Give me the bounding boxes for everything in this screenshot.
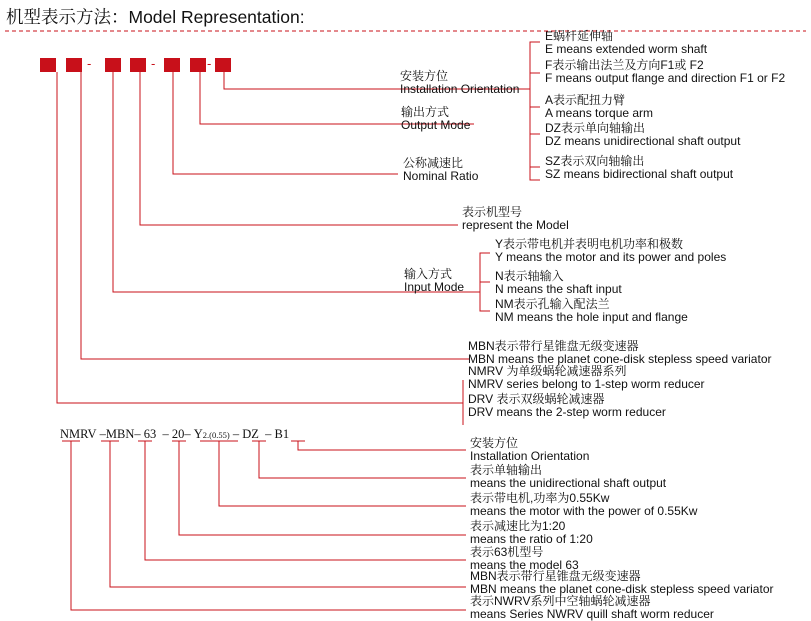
ex-label-install: 安装方位 Installation Orientation — [470, 436, 590, 463]
label-drv: DRV 表示双级蜗轮减速器 DRV means the 2-step worm reducer — [468, 392, 666, 419]
ex-b1-leader — [298, 441, 466, 450]
code-y-sub: 2.(0.55) — [202, 430, 230, 440]
label-dz: DZ表示单向轴输出 DZ means unidirectional shaft output — [545, 121, 741, 148]
ex-label-motor: 表示带电机,功率为0.55Kw means the motor with the power of 0.55Kw — [470, 491, 698, 518]
ex-label-mbn: MBN表示带行星锥盘无级变速器 MBN means the planet cone-disk stepless speed variator — [470, 569, 774, 596]
code-box-ratio — [164, 58, 180, 72]
label-input-mode: 输入方式 Input Mode — [404, 267, 465, 294]
label-output-mode: 输出方式 Output Mode — [401, 105, 471, 132]
ex-ratio-leader — [179, 441, 466, 535]
ex-label-model: 表示63机型号 means the model 63 — [470, 545, 579, 572]
code-box-mbn — [66, 58, 82, 72]
label-n-shaft: N表示轴输入 N means the shaft input — [495, 269, 622, 296]
ratio-leader — [173, 72, 398, 174]
ex-model-leader — [145, 441, 466, 560]
label-install-orientation: 安装方位 Installation Orientation — [400, 69, 520, 96]
label-nmrv-series: NMRV 为单级蜗轮减速器系列 NMRV series belong to 1-step worm reducer — [468, 364, 705, 391]
label-nominal-ratio: 公称减速比 Nominal Ratio — [403, 156, 479, 183]
model-representation-diagram: 机型表示方法：Model Representation: - - - E蜗杆延伸轴 E means extended worm shaft F表示输出法兰及方向F1或 F2 F means output flange and direction F1 or F2 A表示配扭力臂 A means torque arm DZ表示单向轴输出 DZ means unidirectional shaft output SZ表示双向轴输出 SZ means bidirectional shaft output 安装方位 Installation Orientation 输出方式 Output Mode 公称减速比 Nominal Ratio 表示机型号 represent the Model 输入方式 Input Mode Y表示带电机并表明电机功率和极数 Y means the motor and its power and poles N表示轴输入 N means the shaft input NM表示孔输入配法兰 NM means the hole input and flange MBN表示带行星锥盘无级变速器 MBN means the planet cone-disk stepless speed variator NMRV 为单级蜗轮减速器系列 NMRV series belong to 1-step worm reducer DRV 表示双级蜗轮减速器 DRV means the 2-step worm reducer NMRV –MBN– 63 – 20– Y2.(0.55) – DZ – B1 安装方位 Installation Orientation 表示单轴输出 means the unidirectional shaft output 表示带电机,功率为0.55Kw means the motor with the power of 0.55Kw 表示减速比为1:20 means the ratio of 1:20 表示63机型号 means the model 63 MBN表示带行星锥盘无级变速器 MBN means the planet cone-disk stepless speed variator 表示NWRV系列中空轴蜗轮减速器 means Series NWRV quill shaft worm reducer — [0, 0, 811, 620]
label-y-motor: Y表示带电机并表明电机功率和极数 Y means the motor and its power and poles — [495, 237, 727, 264]
label-sz: SZ表示双向轴输出 SZ means bidirectional shaft output — [545, 154, 734, 181]
code-box-model — [130, 58, 146, 72]
example-code: NMRV –MBN– 63 – 20– Y2.(0.55) – DZ – B1 — [60, 427, 290, 441]
code-nmrv: NMRV — [60, 427, 97, 441]
code-b1: B1 — [274, 427, 290, 441]
label-e-extended: E蜗杆延伸轴 E means extended worm shaft — [545, 29, 708, 56]
ex-nwrv-leader — [71, 441, 466, 610]
label-model: 表示机型号 represent the Model — [462, 205, 569, 232]
code-box-input — [105, 58, 121, 72]
ex-label-nwrv: 表示NWRV系列中空轴蜗轮减速器 means Series NWRV quill shaft worm reducer — [470, 594, 714, 621]
ex-motor-leader — [219, 441, 466, 506]
ex-label-dz: 表示单轴输出 means the unidirectional shaft output — [470, 463, 667, 490]
label-mbn: MBN表示带行星锥盘无级变速器 MBN means the planet cone-disk stepless speed variator — [468, 339, 772, 366]
label-f-flange: F表示输出法兰及方向F1或 F2 F means output flange and direction F1 or F2 — [545, 58, 786, 85]
code-size: 63 — [143, 427, 157, 441]
code-y: Y — [193, 427, 203, 441]
ex-label-ratio: 表示减速比为1:20 means the ratio of 1:20 — [470, 519, 593, 546]
label-a-torque: A表示配扭力臂 A means torque arm — [545, 93, 654, 120]
page-title: 机型表示方法：Model Representation: — [6, 7, 305, 27]
code-box-install — [215, 58, 231, 72]
label-nm-hole: NM表示孔输入配法兰 NM means the hole input and flange — [495, 297, 688, 324]
install-brace — [530, 42, 540, 180]
ex-mbn-leader — [110, 441, 466, 587]
code-dz: DZ — [242, 427, 259, 441]
code-box-series — [40, 58, 56, 72]
code-ratio: 20 — [171, 427, 185, 441]
code-mbn: MBN — [105, 427, 135, 441]
ex-dz-leader — [259, 441, 466, 478]
code-box-output — [190, 58, 206, 72]
